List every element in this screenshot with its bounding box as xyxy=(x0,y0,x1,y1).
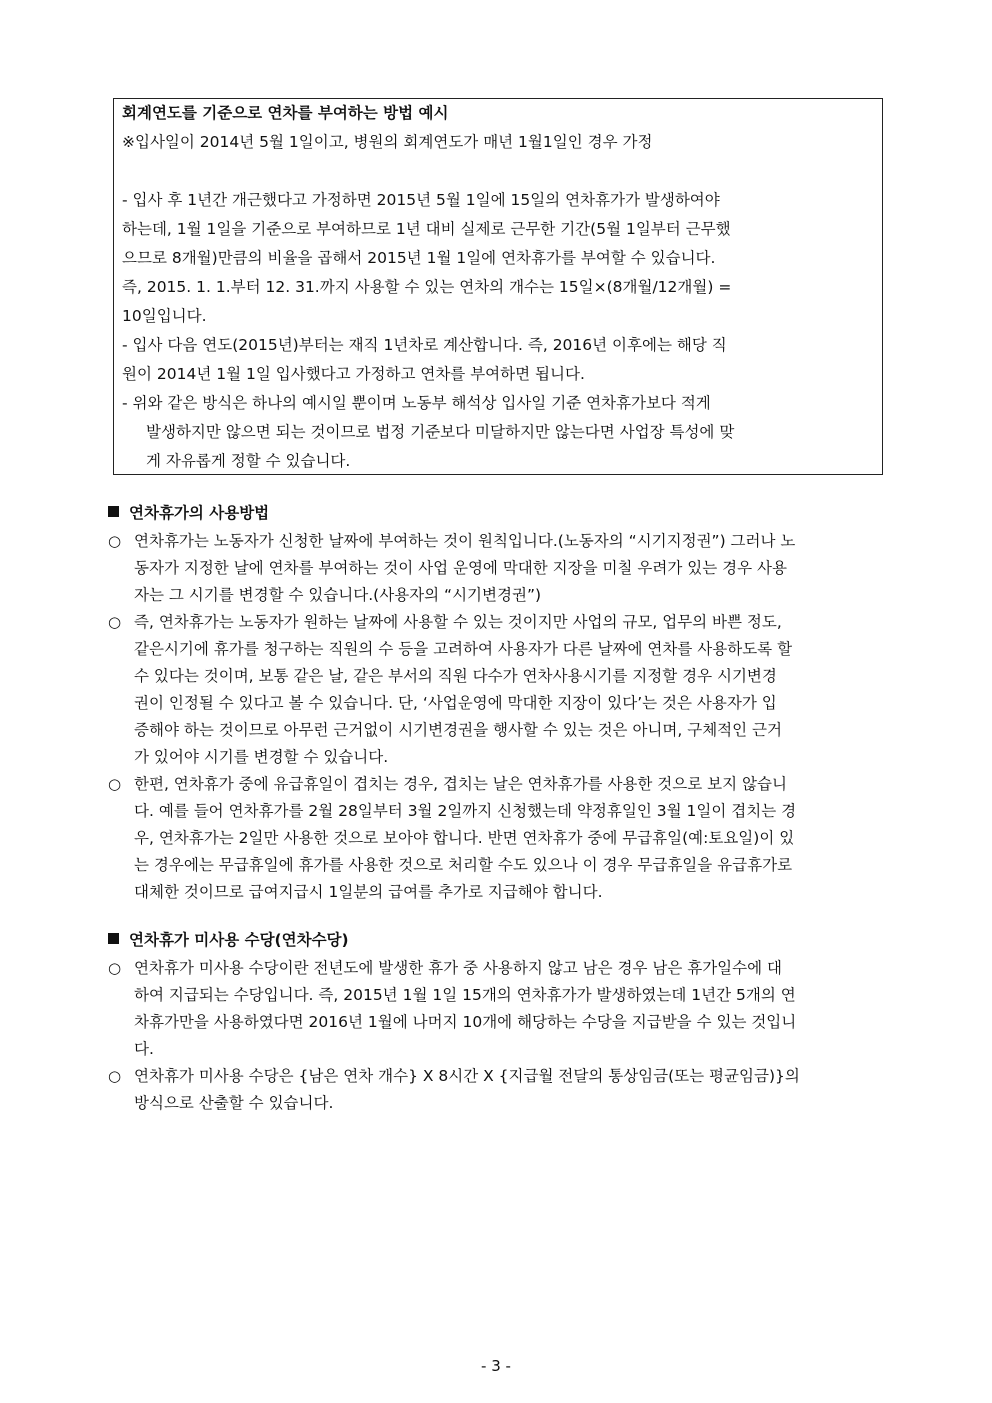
item-line: 수 있다는 것이며, 보통 같은 날, 같은 부서의 직원 다수가 연차사용시기를 지정할 경우 시기변경 xyxy=(134,667,777,685)
item-line: 권이 인정될 수 있다고 볼 수 있습니다. 단, ‘사업운영에 막대한 지장이 있다’는 것은 사용자가 입 xyxy=(134,694,777,712)
item-line: 즉, 연차휴가는 노동자가 원하는 날짜에 사용할 수 있는 것이지만 사업의 규모, 업무의 바쁜 정도, xyxy=(134,613,782,631)
item-line: 연차휴가 미사용 수당은 {남은 연차 개수} X 8시간 X {지급월 전달의 통상임금(또는 평균임금)}의 xyxy=(134,1067,800,1085)
item-line: 다. 예를 들어 연차휴가를 2월 28일부터 3월 2일까지 신청했는데 약정휴일인 3월 1일이 겹치는 경 xyxy=(134,802,797,820)
page-number: - 3 - xyxy=(481,1357,511,1375)
section-usage xyxy=(108,500,888,906)
list-item xyxy=(108,955,888,1063)
example-line: 10일입니다. xyxy=(122,307,207,325)
item-line: 연차휴가는 노동자가 신청한 날짜에 부여하는 것이 원칙입니다.(노동자의 “시기지정권”) 그러나 노 xyxy=(134,532,796,550)
item-line: 우, 연차휴가는 2일만 사용한 것으로 보아야 합니다. 반면 연차휴가 중에 무급휴일(예:토요일)이 있 xyxy=(134,829,795,847)
example-box xyxy=(113,98,883,475)
list-item xyxy=(108,528,888,609)
example-line: 하는데, 1월 1일을 기준으로 부여하므로 1년 대비 실제로 근무한 기간(5월 1일부터 근무했 xyxy=(122,220,731,238)
item-line: 증해야 하는 것이므로 아무런 근거없이 시기변경권을 행사할 수 있는 것은 아니며, 구체적인 근거 xyxy=(134,721,783,739)
example-paragraph-1 xyxy=(122,186,874,331)
list-item xyxy=(108,1063,888,1117)
example-line: 게 자유롭게 정할 수 있습니다. xyxy=(146,452,351,470)
item-line: 방식으로 산출할 수 있습니다. xyxy=(134,1094,334,1112)
list-item xyxy=(108,609,888,771)
example-line: 즉, 2015. 1. 1.부터 12. 31.까지 사용할 수 있는 연차의 개수는 15일×(8개월/12개월) = xyxy=(122,278,732,296)
item-line: 하여 지급되는 수당입니다. 즉, 2015년 1월 1일 15개의 연차휴가가 발생하였는데 1년간 5개의 연 xyxy=(134,986,796,1004)
example-line: 발생하지만 않으면 되는 것이므로 법정 기준보다 미달하지만 않는다면 사업장 특성에 맞 xyxy=(146,423,735,441)
item-line: 연차휴가 미사용 수당이란 전년도에 발생한 휴가 중 사용하지 않고 남은 경우 남은 휴가일수에 대 xyxy=(134,959,783,977)
list-item xyxy=(108,771,888,906)
example-line: 으므로 8개월)만큼의 비율을 곱해서 2015년 1월 1일에 연차휴가를 부여할 수 있습니다. xyxy=(122,249,716,267)
section-heading: 연차휴가의 사용방법 xyxy=(108,500,888,526)
item-line: 대체한 것이므로 급여지급시 1일분의 급여를 추가로 지급해야 합니다. xyxy=(134,883,603,901)
section-allowance xyxy=(108,927,888,1117)
item-line: 가 있어야 시기를 변경할 수 있습니다. xyxy=(134,748,389,766)
item-line: 같은시기에 휴가를 청구하는 직원의 수 등을 고려하여 사용자가 다른 날짜에 연차를 사용하도록 할 xyxy=(134,640,793,658)
example-assumption: ※입사일이 2014년 5월 1일이고, 병원의 회계연도가 매년 1월1일인 경우 가정 xyxy=(122,133,653,151)
item-line: 다. xyxy=(134,1040,154,1058)
example-line: 원이 2014년 1월 1일 입사했다고 가정하고 연차를 부여하면 됩니다. xyxy=(122,365,585,383)
example-line: - 입사 후 1년간 개근했다고 가정하면 2015년 5월 1일에 15일의 연차휴가가 발생하여야 xyxy=(122,191,720,209)
circle-bullet-icon: ○ xyxy=(108,775,122,793)
circle-bullet-icon: ○ xyxy=(108,613,122,631)
square-bullet-icon xyxy=(108,506,119,517)
example-paragraph-2 xyxy=(122,331,874,389)
item-line: 자는 그 시기를 변경할 수 있습니다.(사용자의 “시기변경권”) xyxy=(134,586,542,604)
item-line: 한편, 연차휴가 중에 유급휴일이 겹치는 경우, 겹치는 날은 연차휴가를 사용한 것으로 보지 않습니 xyxy=(134,775,787,793)
circle-bullet-icon: ○ xyxy=(108,532,122,550)
item-line: 차휴가만을 사용하였다면 2016년 1월에 나머지 10개에 해당하는 수당을 지급받을 수 있는 것입니 xyxy=(134,1013,797,1031)
circle-bullet-icon: ○ xyxy=(108,1067,122,1085)
item-line: 동자가 지정한 날에 연차를 부여하는 것이 사업 운영에 막대한 지장을 미칠 우려가 있는 경우 사용 xyxy=(134,559,787,577)
circle-bullet-icon: ○ xyxy=(108,959,122,977)
example-paragraph-3 xyxy=(122,389,874,476)
item-line: 는 경우에는 무급휴일에 휴가를 사용한 것으로 처리할 수도 있으나 이 경우 무급휴일을 유급휴가로 xyxy=(134,856,793,874)
example-box-title: 회계연도를 기준으로 연차를 부여하는 방법 예시 xyxy=(122,104,449,122)
example-line: - 위와 같은 방식은 하나의 예시일 뿐이며 노동부 해석상 입사일 기준 연차휴가보다 적게 xyxy=(122,394,711,412)
blank-line xyxy=(122,157,874,186)
square-bullet-icon xyxy=(108,933,119,944)
example-line: - 입사 다음 연도(2015년)부터는 재직 1년차로 계산합니다. 즉, 2016년 이후에는 해당 직 xyxy=(122,336,727,354)
section-heading: 연차휴가 미사용 수당(연차수당) xyxy=(108,927,888,953)
